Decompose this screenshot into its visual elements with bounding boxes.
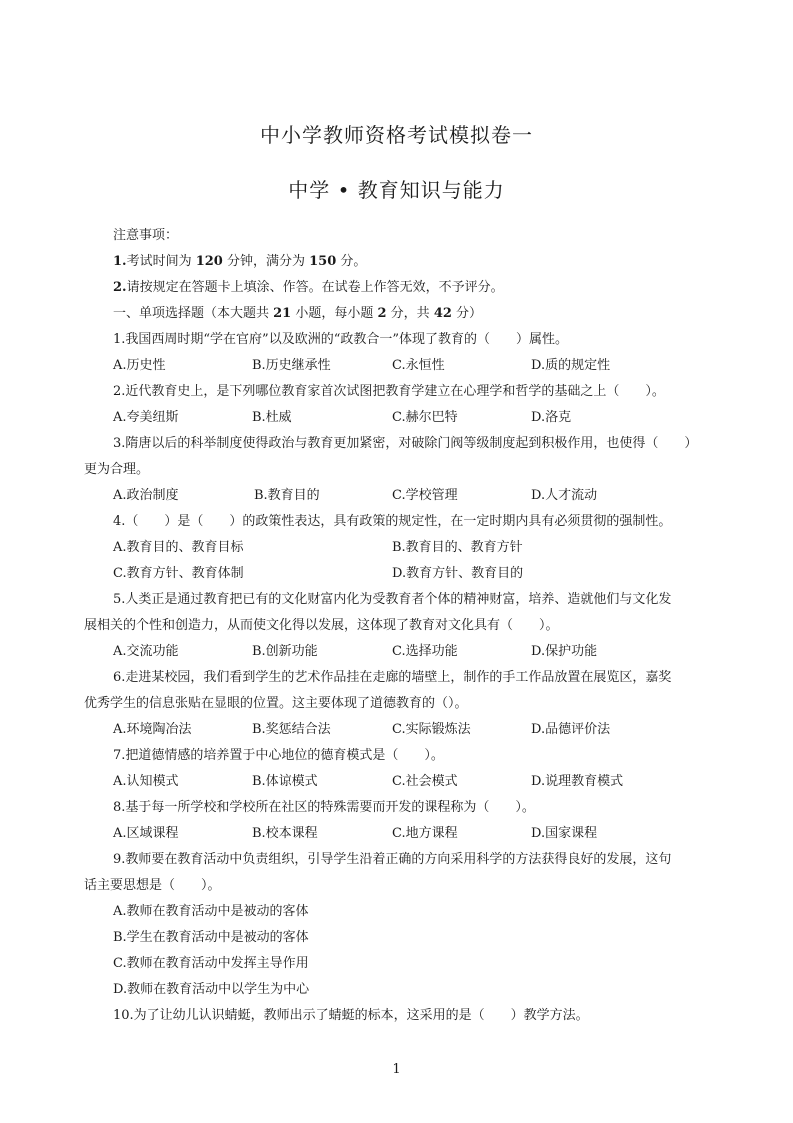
section-text: 分，共 xyxy=(386,306,434,321)
question-stem: 7.把道德情感的培养置于中心地位的德育模式是（ ）。 xyxy=(113,748,444,763)
option-c[interactable]: C.教师在教育活动中发挥主导作用 xyxy=(113,956,309,971)
option-b[interactable]: B.学生在教育活动中是被动的客体 xyxy=(113,930,309,945)
option-d[interactable]: D.人才流动 xyxy=(531,488,598,503)
notice-heading: 注意事项： xyxy=(113,228,179,243)
question-stem: 1.我国西周时期“学在官府”以及欧洲的“政教合一”体现了教育的（ ）属性。 xyxy=(113,332,568,347)
option-b[interactable]: B.杜威 xyxy=(252,410,292,425)
section-heading xyxy=(113,306,482,322)
question-stem: 6.走进某校园，我们看到学生的艺术作品挂在走廊的墙壁上，制作的手工作品放置在展览区，嘉奖 xyxy=(113,670,672,685)
question-stem: 9.教师要在教育活动中负责组织，引导学生沿着正确的方向采用科学的方法获得良好的发展，这句 xyxy=(113,852,672,867)
option-d[interactable]: D.洛克 xyxy=(531,410,572,425)
option-d[interactable]: D.质的规定性 xyxy=(531,358,611,373)
question-stem: 4.（ ）是（ ）的政策性表达，具有政策的规定性，在一定时期内具有必须贯彻的强制性。 xyxy=(113,514,672,529)
section-total-points: 42 xyxy=(433,306,452,321)
option-c[interactable]: C.选择功能 xyxy=(392,644,458,659)
notice-item-2 xyxy=(113,280,504,296)
page-number: 1 xyxy=(392,1062,401,1077)
option-a[interactable]: A.夸美纽斯 xyxy=(113,410,179,425)
exam-duration: 120 xyxy=(195,254,223,269)
question-stem-continued: 优秀学生的信息张贴在显眼的位置。这主要体现了道德教育的（）。 xyxy=(84,696,468,711)
option-b[interactable]: B.体谅模式 xyxy=(252,774,318,789)
points-per-question: 2 xyxy=(377,306,387,321)
option-a[interactable]: A.环境陶冶法 xyxy=(113,722,192,737)
question-stem-continued: 更为合理。 xyxy=(84,462,150,477)
option-d[interactable]: D.国家课程 xyxy=(531,826,598,841)
question-stem: 3.隋唐以后的科举制度使得政治与教育更加紧密，对破除门阀等级制度起到积极作用，也使得（ ） xyxy=(113,436,698,451)
section-text: 分） xyxy=(451,306,483,321)
exam-subtitle: 中学 • 教育知识与能力 xyxy=(288,178,505,202)
option-c[interactable]: C.教育方针、教育体制 xyxy=(113,566,244,581)
option-c[interactable]: C.社会模式 xyxy=(392,774,458,789)
option-b[interactable]: B.校本课程 xyxy=(252,826,318,841)
option-c[interactable]: C.学校管理 xyxy=(392,488,458,503)
option-c[interactable]: C.赫尔巴特 xyxy=(392,410,458,425)
option-d[interactable]: D.说理教育模式 xyxy=(531,774,624,789)
full-score: 150 xyxy=(309,254,337,269)
option-a[interactable]: A.区域课程 xyxy=(113,826,179,841)
notice-item-1 xyxy=(113,254,366,270)
option-d[interactable]: D.品德评价法 xyxy=(531,722,611,737)
question-stem: 10.为了让幼儿认识蜻蜓，教师出示了蜻蜓的标本，这采用的是（ ）教学方法。 xyxy=(113,1008,589,1023)
question-stem-continued: 展相关的个性和创造力，从而使文化得以发展，这体现了教育对文化具有（ ）。 xyxy=(84,618,559,633)
option-a[interactable]: A.教育目的、教育目标 xyxy=(113,540,244,555)
option-a[interactable]: A.历史性 xyxy=(113,358,166,373)
option-b[interactable]: B.教育目的 xyxy=(254,488,320,503)
option-c[interactable]: C.实际锻炼法 xyxy=(392,722,471,737)
question-stem: 8.基于每一所学校和学校所在社区的特殊需要而开发的课程称为（ ）。 xyxy=(113,800,535,815)
question-count: 21 xyxy=(273,306,292,321)
question-stem-continued: 话主要思想是（ ）。 xyxy=(84,878,221,893)
notice-text: 考试时间为 xyxy=(126,254,196,269)
option-d[interactable]: D.教师在教育活动中以学生为中心 xyxy=(113,982,310,997)
notice-item-2-number: 2. xyxy=(113,280,127,295)
option-c[interactable]: C.永恒性 xyxy=(392,358,445,373)
notice-text: 分钟，满分为 xyxy=(222,254,310,269)
option-b[interactable]: B.教育目的、教育方针 xyxy=(392,540,523,555)
section-text: 一、单项选择题（本大题共 xyxy=(113,306,274,321)
option-d[interactable]: D.教育方针、教育目的 xyxy=(392,566,524,581)
option-c[interactable]: C.地方课程 xyxy=(392,826,458,841)
option-d[interactable]: D.保护功能 xyxy=(531,644,598,659)
option-b[interactable]: B.奖惩结合法 xyxy=(252,722,331,737)
question-stem: 5.人类正是通过教育把已有的文化财富内化为受教育者个体的精神财富，培养、造就他们与文化发 xyxy=(113,592,672,607)
option-b[interactable]: B.历史继承性 xyxy=(252,358,331,373)
notice-text: 分。 xyxy=(336,254,367,269)
option-a[interactable]: A.教师在教育活动中是被动的客体 xyxy=(113,904,309,919)
option-a[interactable]: A.交流功能 xyxy=(113,644,179,659)
section-text: 小题，每小题 xyxy=(291,306,378,321)
option-b[interactable]: B.创新功能 xyxy=(252,644,318,659)
notice-text: 请按规定在答题卡上填涂、作答。在试卷上作答无效，不予评分。 xyxy=(126,280,504,295)
option-a[interactable]: A.政治制度 xyxy=(113,488,179,503)
notice-item-1-number: 1. xyxy=(113,254,127,269)
exam-title: 中小学教师资格考试模拟卷一 xyxy=(260,123,533,147)
question-stem: 2.近代教育史上，是下列哪位教育家首次试图把教育学建立在心理学和哲学的基础之上（ ）。 xyxy=(113,384,665,399)
option-a[interactable]: A.认知模式 xyxy=(113,774,179,789)
